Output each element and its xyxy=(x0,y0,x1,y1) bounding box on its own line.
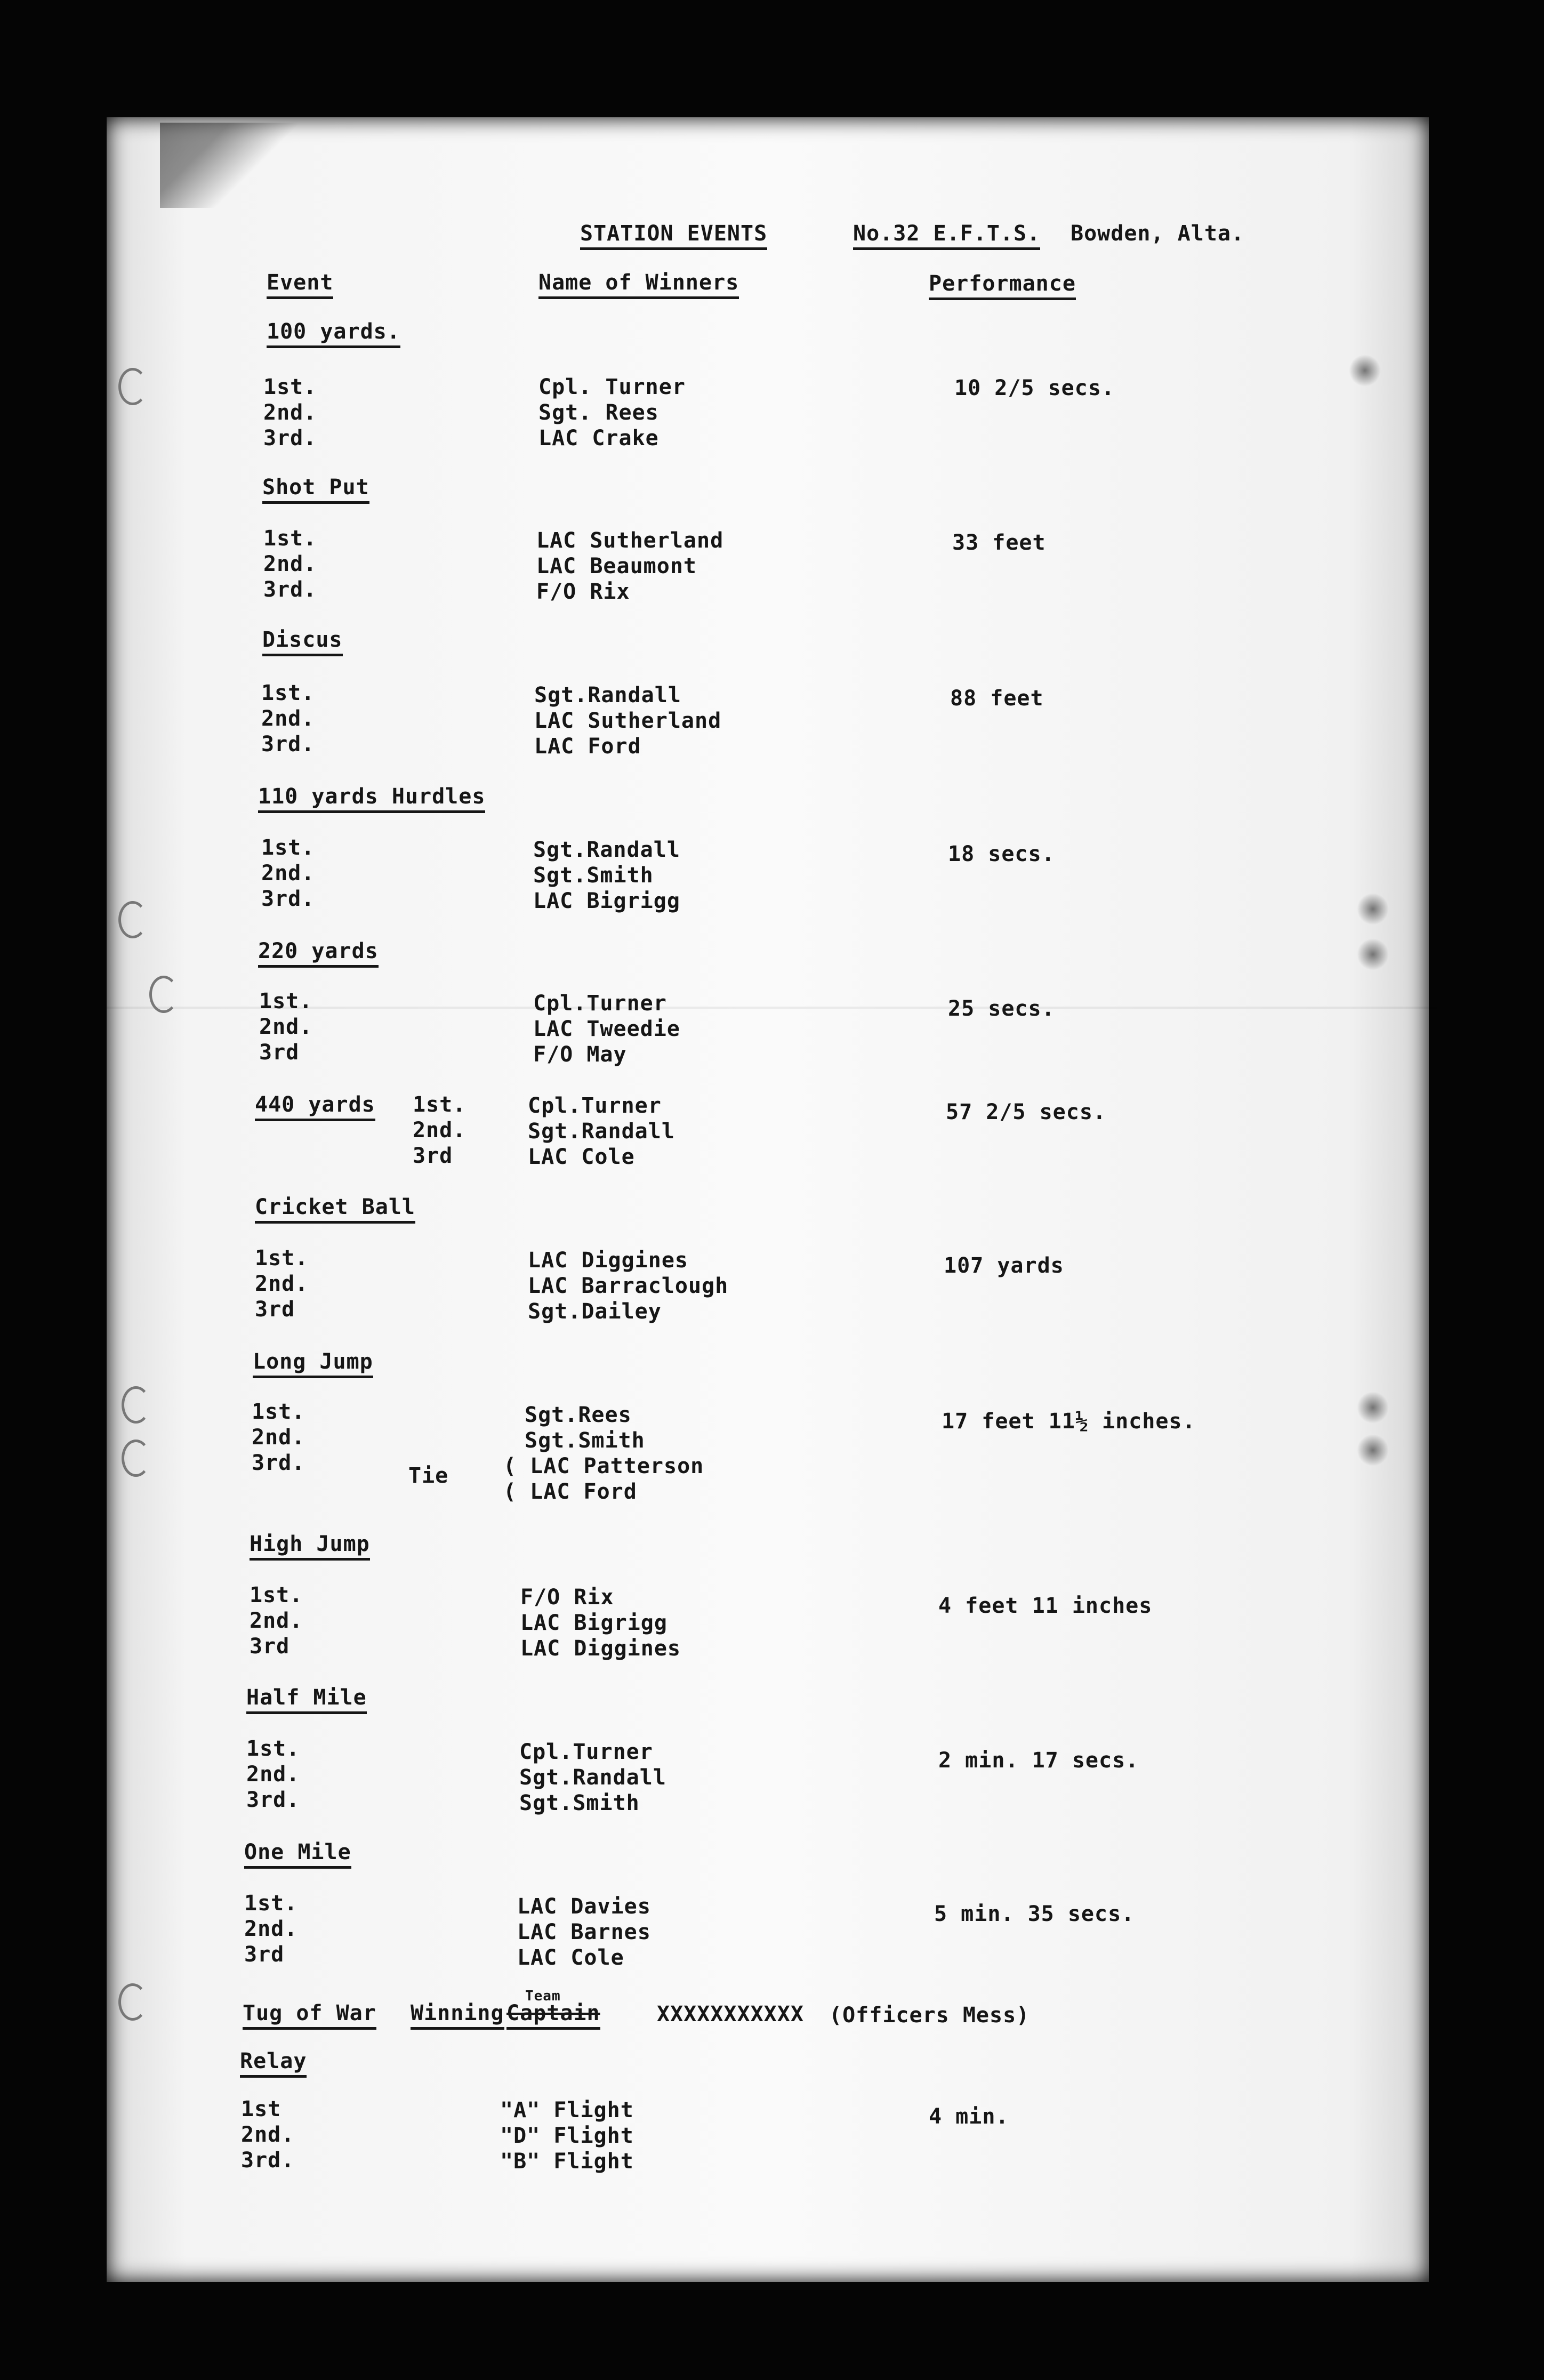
place-label: 3rd xyxy=(413,1144,453,1168)
performance-value: 2 min. 17 secs. xyxy=(938,1748,1139,1773)
place-label: 3rd. xyxy=(261,732,315,757)
relay-winner-3: "B" Flight xyxy=(500,2149,634,2174)
winner-name: Sgt.Randall xyxy=(533,838,680,862)
performance-value: 25 secs. xyxy=(948,996,1055,1021)
winner-name: LAC Crake xyxy=(538,426,659,451)
place-label: 3rd xyxy=(259,1040,300,1065)
performance-value: 88 feet xyxy=(950,686,1044,711)
place-label: 2nd. xyxy=(261,861,315,886)
performance-value: 18 secs. xyxy=(948,842,1055,866)
place-label: 2nd. xyxy=(246,1762,300,1787)
performance-value: 10 2/5 secs. xyxy=(954,376,1115,400)
place-label: 3rd. xyxy=(261,887,315,911)
performance-value: 17 feet 11½ inches. xyxy=(942,1409,1196,1434)
performance-value: 5 min. 35 secs. xyxy=(934,1902,1135,1926)
punch-hole xyxy=(122,1386,150,1424)
punch-hole xyxy=(118,1983,147,2021)
tie-label: Tie xyxy=(408,1464,449,1488)
event-name: High Jump xyxy=(250,1531,370,1561)
winner-name: LAC Bigrigg xyxy=(520,1611,668,1635)
relay-place-3: 3rd. xyxy=(241,2148,295,2173)
column-header-winners: Name of Winners xyxy=(538,270,739,299)
stain-spot xyxy=(1357,893,1389,925)
event-name: Discus xyxy=(262,627,343,656)
winner-name: LAC Beaumont xyxy=(536,554,697,578)
column-header-performance: Performance xyxy=(929,271,1076,300)
stain-spot xyxy=(1357,1434,1389,1466)
winner-name: LAC Sutherland xyxy=(536,528,724,553)
column-header-event: Event xyxy=(267,270,333,299)
relay-winner-1: "A" Flight xyxy=(500,2098,634,2122)
place-label: 3rd. xyxy=(246,1788,300,1812)
tug-of-war-struck-name: XXXXXXXXXXX xyxy=(657,2002,804,2027)
winner-name: LAC Barraclough xyxy=(528,1274,729,1298)
relay-place-1: 1st xyxy=(241,2097,282,2121)
event-name: 220 yards xyxy=(258,938,379,968)
winner-name: LAC Sutherland xyxy=(534,709,722,733)
event-name: 100 yards. xyxy=(267,319,400,348)
punch-hole xyxy=(118,368,147,405)
winner-name: Sgt.Randall xyxy=(528,1119,675,1144)
place-label: 1st. xyxy=(261,835,315,860)
winner-name: Sgt.Smith xyxy=(525,1428,645,1453)
place-label: 1st. xyxy=(413,1092,467,1117)
event-name: 110 yards Hurdles xyxy=(258,784,485,813)
place-label: 1st. xyxy=(246,1736,300,1761)
winner-name: F/O Rix xyxy=(536,580,630,604)
place-label: 1st. xyxy=(261,681,315,705)
winner-name: ( LAC Patterson xyxy=(503,1454,704,1478)
stain-spot xyxy=(1357,1392,1389,1424)
place-label: 1st. xyxy=(263,375,317,399)
event-name-tug-of-war: Tug of War xyxy=(243,2000,376,2030)
event-name: Cricket Ball xyxy=(255,1194,415,1224)
winner-name: Sgt.Randall xyxy=(519,1765,666,1790)
place-label: 3rd. xyxy=(263,426,317,451)
document-title: STATION EVENTS xyxy=(580,221,767,250)
event-name: Shot Put xyxy=(262,475,369,504)
winner-name: LAC Cole xyxy=(517,1945,624,1970)
tug-of-war-result: (Officers Mess) xyxy=(829,2003,1030,2028)
winner-name: Sgt.Smith xyxy=(519,1791,640,1815)
relay-winner-2: "D" Flight xyxy=(500,2124,634,2148)
place-label: 3rd. xyxy=(252,1451,305,1475)
winner-name: Sgt.Rees xyxy=(525,1403,632,1427)
winner-name: LAC Diggines xyxy=(520,1636,681,1661)
winner-name: LAC Davies xyxy=(517,1894,651,1919)
location: Bowden, Alta. xyxy=(1071,221,1245,246)
performance-value: 4 feet 11 inches xyxy=(938,1594,1153,1618)
event-name: 440 yards xyxy=(255,1092,375,1121)
place-label: 2nd. xyxy=(255,1272,309,1296)
performance-value: 57 2/5 secs. xyxy=(946,1100,1106,1124)
winner-name: Cpl.Turner xyxy=(528,1093,662,1118)
winner-name: Sgt.Randall xyxy=(534,683,681,707)
place-label: 3rd. xyxy=(263,577,317,602)
event-name: Half Mile xyxy=(246,1685,367,1714)
place-label: 3rd xyxy=(250,1634,290,1659)
stain-spot xyxy=(1357,938,1389,970)
unit-name: No.32 E.F.T.S. xyxy=(853,221,1040,250)
winner-name: Cpl. Turner xyxy=(538,375,686,399)
place-label: 2nd. xyxy=(244,1917,298,1941)
place-label: 2nd. xyxy=(259,1015,313,1039)
performance-value: 33 feet xyxy=(952,530,1046,555)
winner-name: Sgt.Dailey xyxy=(528,1299,662,1324)
place-label: 2nd. xyxy=(263,400,317,425)
event-name: One Mile xyxy=(244,1839,351,1869)
place-label: 2nd. xyxy=(263,552,317,576)
winner-name: LAC Cole xyxy=(528,1145,635,1169)
winner-name: Cpl.Turner xyxy=(519,1740,653,1764)
place-label: 3rd xyxy=(255,1297,295,1322)
place-label: 1st. xyxy=(250,1583,303,1607)
event-name-relay: Relay xyxy=(240,2048,307,2078)
winner-name: Sgt. Rees xyxy=(538,400,659,425)
winner-name: F/O May xyxy=(533,1042,627,1067)
place-label: 1st. xyxy=(252,1400,305,1424)
winner-name: LAC Diggines xyxy=(528,1248,688,1273)
winner-name: Sgt.Smith xyxy=(533,863,654,888)
winner-name: ( LAC Ford xyxy=(503,1480,637,1504)
place-label: 2nd. xyxy=(252,1425,305,1450)
place-label: 1st. xyxy=(263,526,317,551)
torn-corner xyxy=(160,123,309,208)
relay-performance: 4 min. xyxy=(929,2104,1009,2129)
tug-of-war-label: Winning xyxy=(411,2000,504,2030)
winner-name: Cpl.Turner xyxy=(533,991,667,1016)
punch-hole xyxy=(118,901,147,938)
place-label: 3rd xyxy=(244,1942,285,1967)
winner-name: LAC Tweedie xyxy=(533,1017,680,1041)
place-label: 1st. xyxy=(259,989,313,1014)
place-label: 1st. xyxy=(255,1246,309,1271)
tug-of-war-inserted: Team xyxy=(525,1988,561,2004)
place-label: 2nd. xyxy=(261,706,315,731)
winner-name: F/O Rix xyxy=(520,1585,614,1610)
place-label: 1st. xyxy=(244,1891,298,1916)
tug-of-war-struck: Captain xyxy=(506,2000,600,2030)
place-label: 2nd. xyxy=(413,1118,467,1143)
winner-name: LAC Ford xyxy=(534,734,641,759)
event-name: Long Jump xyxy=(253,1349,373,1378)
place-label: 2nd. xyxy=(250,1609,303,1633)
relay-place-2: 2nd. xyxy=(241,2122,295,2147)
punch-hole xyxy=(149,976,178,1013)
winner-name: LAC Bigrigg xyxy=(533,889,680,913)
stain-spot xyxy=(1349,355,1381,387)
performance-value: 107 yards xyxy=(944,1253,1064,1278)
punch-hole xyxy=(122,1440,150,1477)
winner-name: LAC Barnes xyxy=(517,1920,651,1944)
